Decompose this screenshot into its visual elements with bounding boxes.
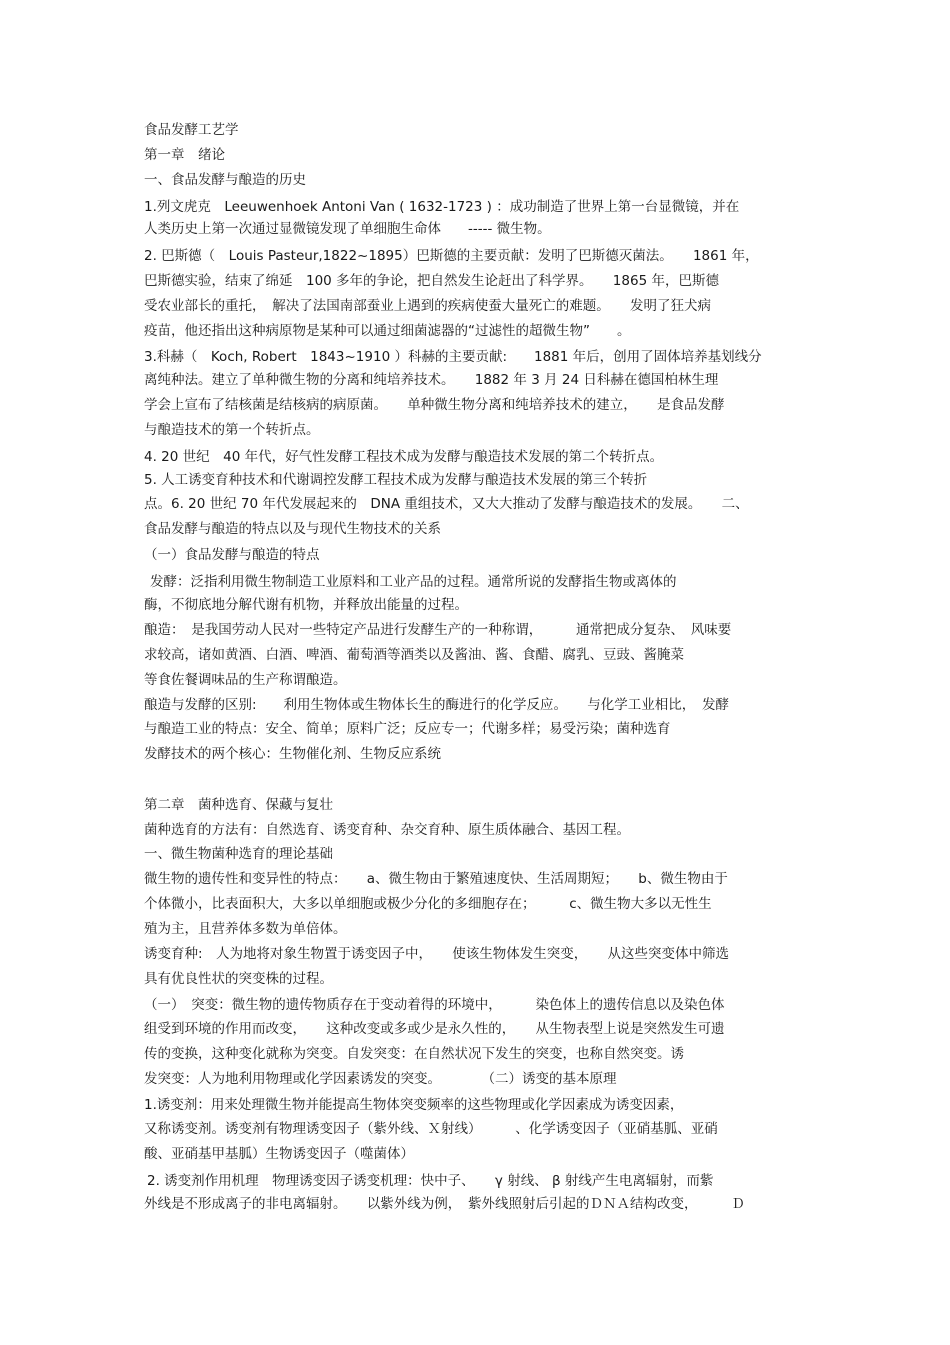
section-heading: 一、食品发酵与酿造的历史	[144, 172, 306, 188]
paragraph-line: 等食佐餐调味品的生产称谓酿造。	[144, 672, 347, 688]
paragraph-line: 酿造： 是我国劳动人民对一些特定产品进行发酵生产的一种称谓， 通常把成分复杂、 风味要	[144, 622, 732, 638]
paragraph-line: 殖为主，且营养体多数为单倍体。	[144, 921, 347, 937]
paragraph-line: 具有优良性状的突变株的过程。	[144, 971, 333, 987]
section-heading: 一、微生物菌种选育的理论基础	[144, 846, 333, 862]
paragraph-line: 离纯种法。建立了单种微生物的分离和纯培养技术。 1882 年 3 月 24 日科赫在德国柏林生理	[144, 372, 719, 388]
subsection-heading: （一）食品发酵与酿造的特点	[144, 547, 320, 563]
paragraph-line: 2. 巴斯德（ Louis Pasteur,1822~1895）巴斯德的主要贡献：发明了巴斯德灭菌法。 1861 年，	[144, 248, 759, 264]
chapter-1-heading: 第一章 绪论	[144, 147, 225, 163]
paragraph-line: 5. 人工诱变育种技术和代谢调控发酵工程技术成为发酵与酿造技术发展的第三个转折	[144, 472, 648, 488]
paragraph-line: 发酵：泛指利用微生物制造工业原料和工业产品的过程。通常所说的发酵指生物或离体的	[150, 574, 677, 590]
paragraph-line: 与酿造工业的特点：安全、简单；原料广泛；反应专一；代谢多样；易受污染；菌种选育	[144, 721, 671, 737]
paragraph-line: 菌种选育的方法有：自然选育、诱变育种、杂交育种、原生质体融合、基因工程。	[144, 822, 630, 838]
paragraph-line: 外线是不形成离子的非电离辐射。 以紫外线为例， 紫外线照射后引起的ＤＮＡ结构改变， Ｄ	[144, 1196, 745, 1212]
paragraph-line: 巴斯德实验，结束了绵延 100 多年的争论，把自然发生论赶出了科学界。 1865 年，巴斯德	[144, 273, 719, 289]
paragraph-line: 学会上宣布了结核菌是结核病的病原菌。 单种微生物分离和纯培养技术的建立， 是食品发酵	[144, 397, 725, 413]
paragraph-line: 酶，不彻底地分解代谢有机物，并释放出能量的过程。	[144, 597, 468, 613]
paragraph-line: 2. 诱变剂作用机理 物理诱变因子诱变机理：快中子、 γ 射线、 β 射线产生电离辐射，而紫	[147, 1173, 714, 1189]
doc-title: 食品发酵工艺学	[144, 122, 239, 138]
paragraph-line: 疫苗，他还指出这种病原物是某种可以通过细菌滤器的“过滤性的超微生物” 。	[144, 323, 631, 339]
paragraph-line: 食品发酵与酿造的特点以及与现代生物技术的关系	[144, 521, 441, 537]
paragraph-line: 酿造与发酵的区别: 利用生物体或生物体长生的酶进行的化学反应。 与化学工业相比， 发酵	[144, 697, 730, 713]
paragraph-line: 微生物的遗传性和变异性的特点： a、微生物由于繁殖速度快、生活周期短； b、微生物由于	[144, 871, 728, 887]
paragraph-line: 点。6. 20 世纪 70 年代发展起来的 DNA 重组技术，又大大推动了发酵与酿造技术的发展。 二、	[144, 496, 749, 512]
chapter-2-heading: 第二章 菌种选育、保藏与复壮	[144, 797, 333, 813]
paragraph-line: 发酵技术的两个核心：生物催化剂、生物反应系统	[144, 746, 441, 762]
paragraph-line: 个体微小，比表面积大，大多以单细胞或极少分化的多细胞存在； c、微生物大多以无性生	[144, 896, 712, 912]
paragraph-line: 求较高，诸如黄酒、白酒、啤酒、葡萄酒等酒类以及酱油、酱、食醋、腐乳、豆豉、酱腌菜	[144, 647, 684, 663]
paragraph-line: 1.列文虎克 Leeuwenhoek Antoni Van ( 1632-1723 ) ：成功制造了世界上第一台显微镜，并在	[144, 199, 740, 215]
paragraph-line: （一） 突变：微生物的遗传物质存在于变动着得的环境中， 染色体上的遗传信息以及染色体	[144, 997, 725, 1013]
paragraph-line: 与酿造技术的第一个转折点。	[144, 422, 320, 438]
paragraph-line: 又称诱变剂。诱变剂有物理诱变因子（紫外线、Ｘ射线） 、化学诱变因子（亚硝基胍、亚硝	[144, 1121, 718, 1137]
paragraph-line: 组受到环境的作用而改变， 这种改变或多或少是永久性的， 从生物表型上说是突然发生可遗	[144, 1021, 725, 1037]
paragraph-line: 3.科赫（ Koch, Robert 1843~1910 ）科赫的主要贡献: 1881 年后，创用了固体培养基划线分	[144, 349, 762, 365]
paragraph-line: 发突变：人为地利用物理或化学因素诱发的突变。 （二）诱变的基本原理	[144, 1071, 617, 1087]
paragraph-line: 传的变换，这种变化就称为突变。自发突变：在自然状况下发生的突变，也称自然突变。诱	[144, 1046, 684, 1062]
paragraph-line: 受农业部长的重托， 解决了法国南部蚕业上遇到的疾病使蚕大量死亡的难题。 发明了狂犬病	[144, 298, 711, 314]
paragraph-line: 4. 20 世纪 40 年代，好气性发酵工程技术成为发酵与酿造技术发展的第二个转折点。	[144, 449, 664, 465]
paragraph-line: 酸、亚硝基甲基胍）生物诱变因子（噬菌体）	[144, 1146, 414, 1162]
paragraph-line: 人类历史上第一次通过显微镜发现了单细胞生命体 ----- 微生物。	[144, 221, 551, 237]
paragraph-line: 诱变育种: 人为地将对象生物置于诱变因子中， 使该生物体发生突变， 从这些突变体中筛选	[144, 946, 730, 962]
paragraph-line: 1.诱变剂：用来处理微生物并能提高生物体突变频率的这些物理或化学因素成为诱变因素，	[144, 1097, 684, 1113]
